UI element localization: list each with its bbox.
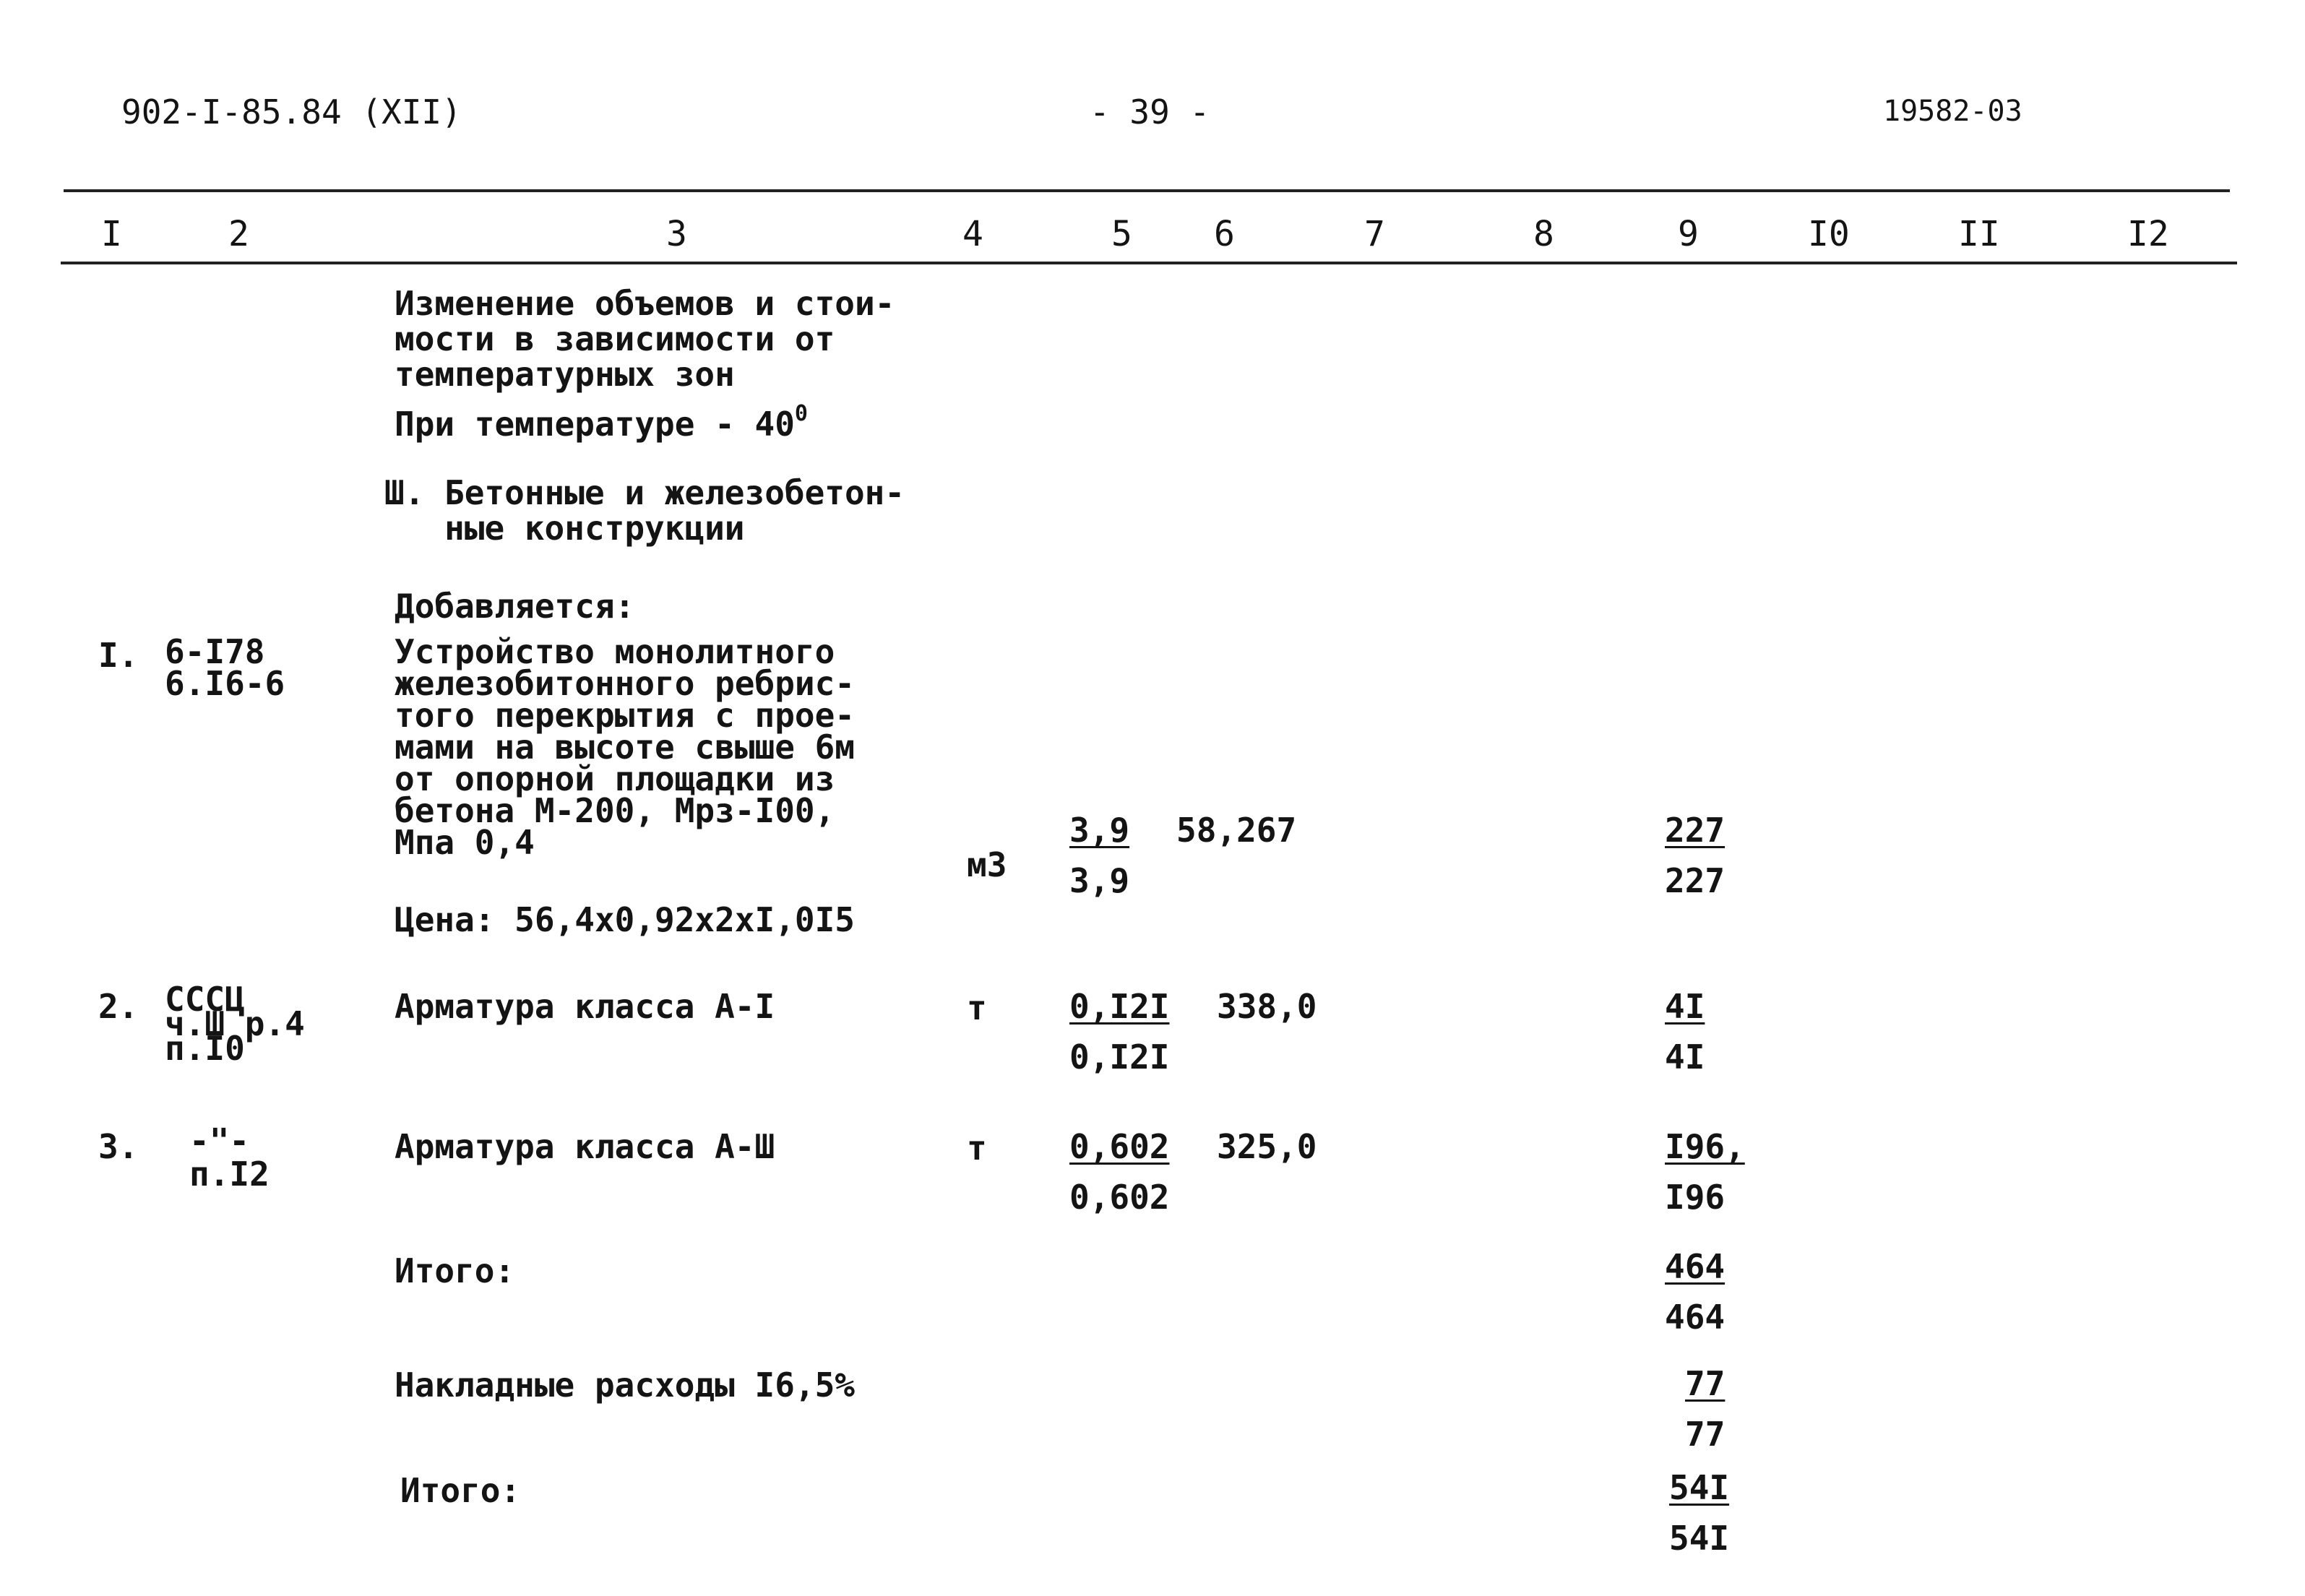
table-top-rule [64,189,2230,192]
row-3-unit: т [967,1129,987,1168]
page-number: - 39 - [1090,92,1210,131]
row-1-description: Устройство монолитного железобитонного ребрис- того перекрытия с прое- мами на высоте свыше 6м от опорной площадки из бетона М-200, Мрз-I00, Мпа 0,4 [395,632,855,862]
row-2-unit: т [967,988,987,1027]
section-heading: Изменение объемов и стои- мости в зависимости от температурных зон [395,284,895,394]
column-header-3: 3 [666,214,687,254]
row-3-number: 3. [98,1127,139,1166]
row-3-unit-price: 325,0 [1217,1127,1317,1166]
row-2-qty-bottom: 0,I2I [1069,1038,1170,1077]
column-header-1: I [101,214,122,254]
column-header-7: 7 [1364,214,1385,254]
row-1-cost-top: 227 [1665,811,1725,850]
row-3-description: Арматура класса А-Ш [395,1127,775,1166]
row-1-code: 6-I78 6.I6-6 [165,632,285,703]
row-3-cost-top: I96, [1665,1127,1745,1166]
subtotal-label: Итого: [395,1251,515,1290]
row-2-description: Арматура класса А-I [395,987,775,1026]
row-1-unit-price: 58,267 [1176,811,1297,850]
column-header-9: 9 [1678,214,1699,254]
degree-sup: 0 [794,401,808,426]
row-3-cost-bottom: I96 [1665,1178,1725,1217]
added-label: Добавляется: [395,587,635,626]
row-2-qty-top: 0,I2I [1069,987,1170,1026]
row-2-cost-bottom: 4I [1665,1038,1705,1077]
table-header-rule [61,262,2237,264]
overhead-top: 77 [1685,1364,1725,1403]
overhead-bottom: 77 [1685,1415,1725,1454]
row-1-number: I. [98,636,139,675]
total-bottom: 54I [1669,1519,1730,1558]
row-3-qty-bottom: 0,602 [1069,1178,1170,1217]
column-header-10: I0 [1808,214,1850,254]
row-3-qty-top: 0,602 [1069,1127,1170,1166]
row-1-qty-bottom: 3,9 [1069,861,1130,900]
row-2-unit-price: 338,0 [1217,987,1317,1026]
row-1-qty-top: 3,9 [1069,811,1130,850]
column-header-2: 2 [228,214,249,254]
row-3-code: -"- п.I2 [189,1121,270,1194]
temperature-text: При температуре - 40 [395,405,795,444]
row-1-price-formula: Цена: 56,4х0,92х2хI,0I5 [395,900,855,939]
sheet-code: 19582-03 [1883,95,2022,128]
total-label: Итого: [400,1471,521,1510]
subtotal-top: 464 [1665,1247,1725,1286]
row-1-unit: м3 [967,845,1007,884]
column-header-8: 8 [1533,214,1554,254]
subtotal-bottom: 464 [1665,1298,1725,1337]
column-header-11: II [1958,214,2000,254]
document-code: 902-I-85.84 (XII) [121,92,462,131]
section-title: Ш. Бетонные и железобетон- ные конструкции [384,473,905,548]
column-header-6: 6 [1214,214,1235,254]
row-2-cost-top: 4I [1665,987,1705,1026]
row-1-cost-bottom: 227 [1665,861,1725,900]
row-2-code: СССЦ ч.Ш р.4 п.I0 [165,980,305,1068]
temperature-label [395,401,808,444]
column-header-5: 5 [1111,214,1132,254]
total-top: 54I [1669,1468,1730,1507]
column-header-12: I2 [2127,214,2169,254]
row-2-number: 2. [98,987,139,1026]
overhead-label: Накладные расходы I6,5% [395,1366,855,1405]
column-header-4: 4 [962,214,983,254]
